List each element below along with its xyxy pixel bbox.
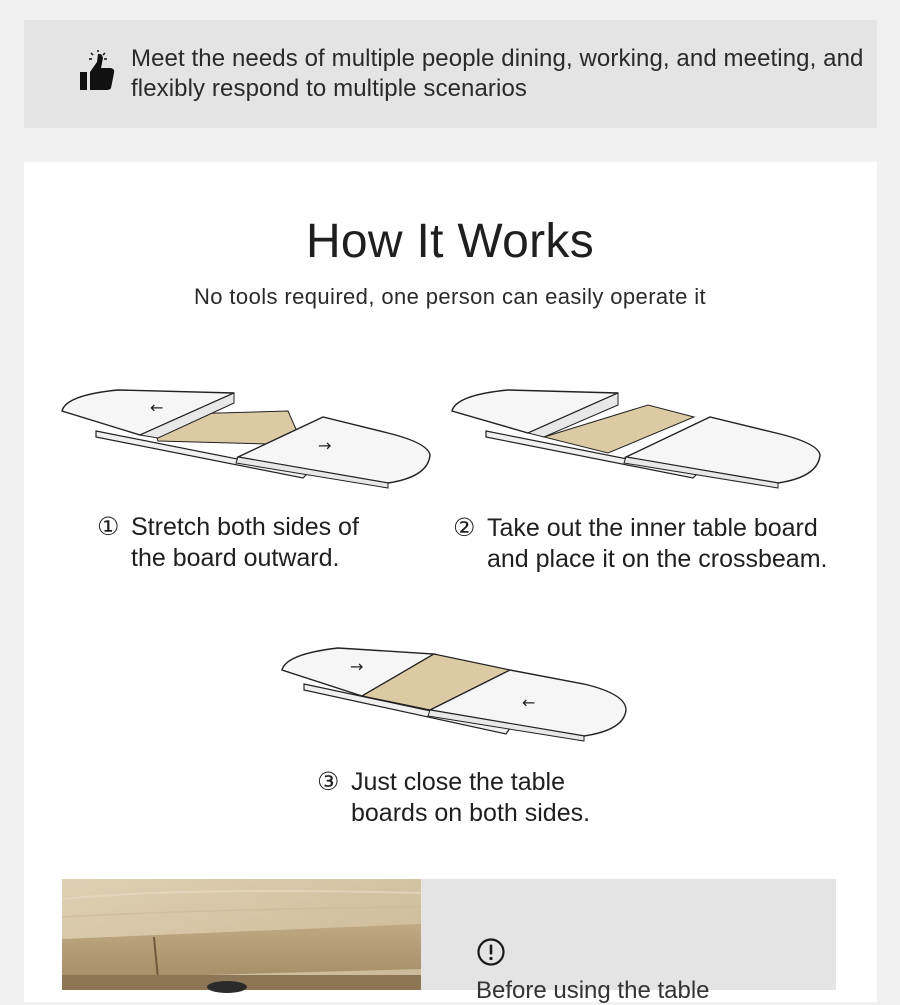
step-2-number: ② bbox=[453, 514, 476, 542]
step-3-caption bbox=[317, 767, 590, 829]
step-1-caption bbox=[97, 512, 359, 574]
svg-text:←: ← bbox=[150, 398, 164, 417]
feature-banner bbox=[24, 20, 877, 128]
table-photo-image bbox=[62, 879, 421, 990]
banner-text: Meet the needs of multiple people dining, working, and meeting, and flexibly respond to multiple scenarios bbox=[131, 45, 864, 102]
step-3-line-1: Just close the table bbox=[351, 768, 566, 796]
section-subtitle: No tools required, one person can easily operate it bbox=[193, 284, 707, 309]
step-1-number: ① bbox=[97, 513, 120, 541]
notice-text: Before using the table bbox=[476, 977, 710, 1004]
svg-text:←: ← bbox=[522, 693, 536, 712]
svg-text:→: → bbox=[318, 436, 332, 455]
step-2-illustration bbox=[448, 385, 826, 485]
notice-panel bbox=[421, 879, 836, 1004]
svg-text:→: → bbox=[350, 657, 364, 676]
step-1-line-2: the board outward. bbox=[131, 544, 340, 572]
step-1-line-1: Stretch both sides of bbox=[131, 513, 359, 541]
thumbs-up-icon bbox=[78, 50, 118, 94]
step-2-line-2: and place it on the crossbeam. bbox=[487, 545, 828, 573]
section-title: How It Works bbox=[305, 215, 595, 268]
step-3-illustration bbox=[278, 640, 630, 740]
step-3-line-2: boards on both sides. bbox=[351, 799, 591, 827]
table-detail-photo bbox=[62, 879, 421, 990]
exclamation-circle-icon bbox=[476, 937, 506, 967]
step-1-illustration bbox=[58, 385, 436, 485]
step-2-line-1: Take out the inner table board bbox=[487, 514, 818, 542]
step-2-caption bbox=[453, 513, 827, 575]
step-3-number: ③ bbox=[317, 768, 340, 796]
